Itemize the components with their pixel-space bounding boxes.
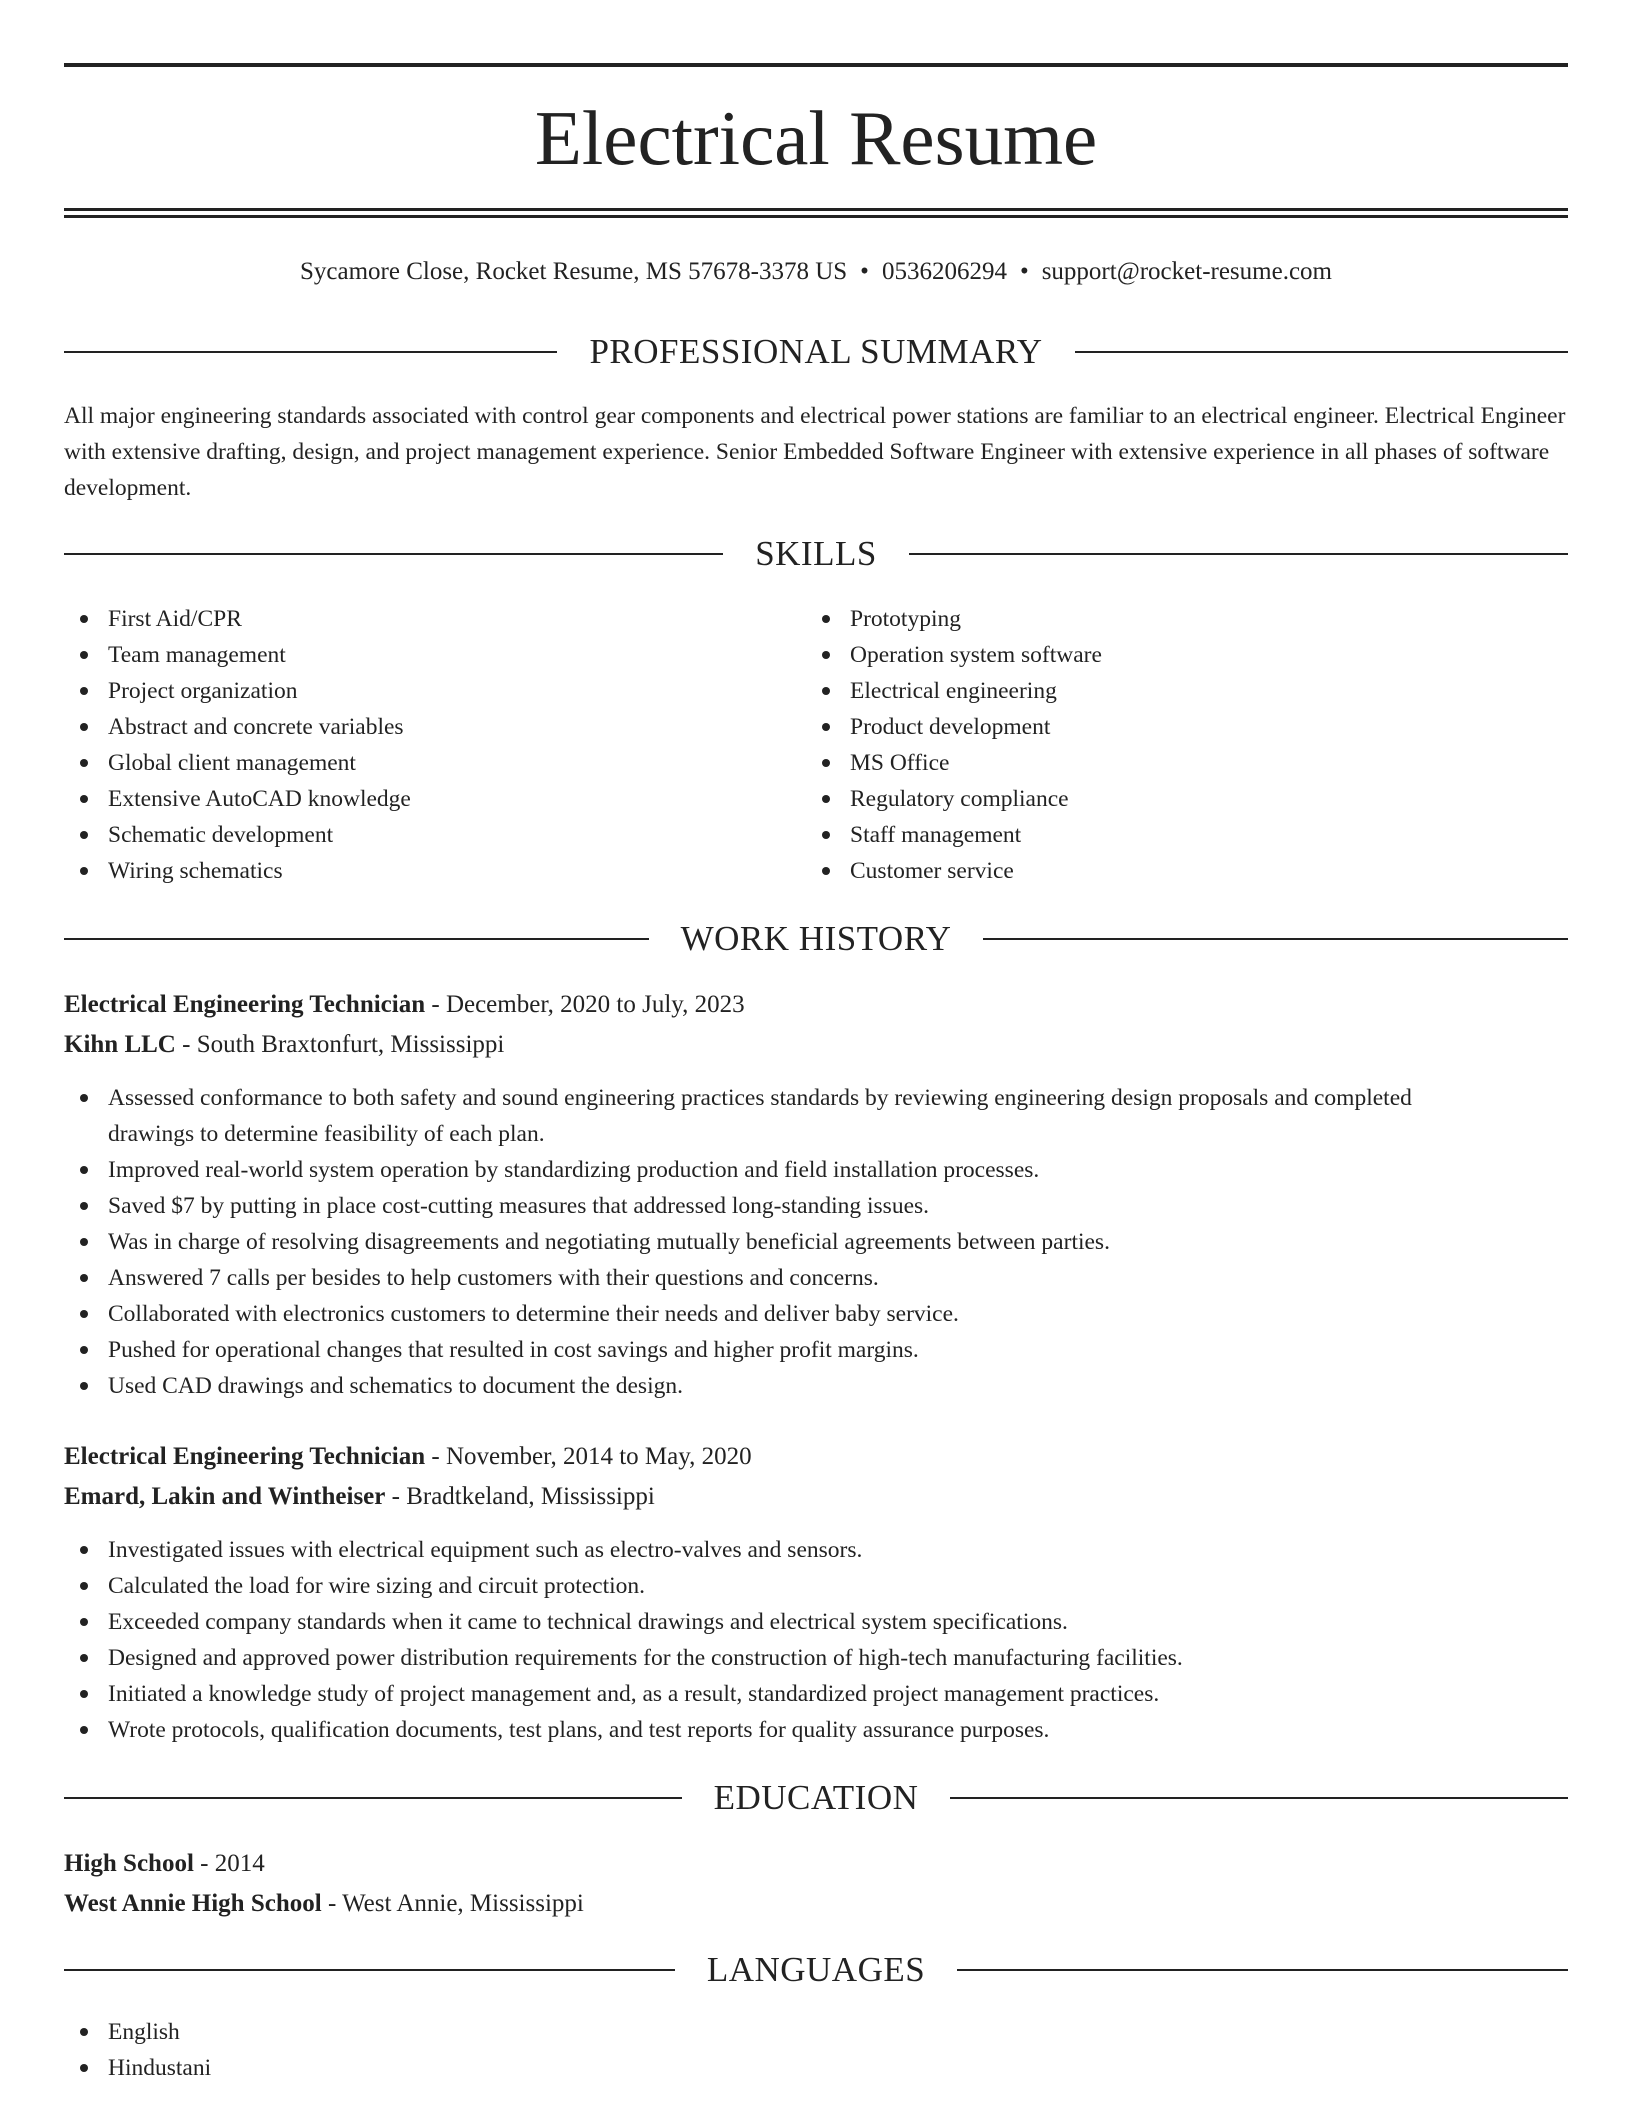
education-school: West Annie High School	[64, 1890, 322, 1917]
bullet-dot	[80, 1094, 88, 1102]
skill-label: Schematic development	[108, 822, 334, 848]
bullet-dot	[80, 867, 88, 875]
language-item	[64, 2050, 1568, 2086]
bullet-dot	[80, 1546, 88, 1554]
contact-email: support@rocket-resume.com	[1041, 258, 1332, 285]
skill-item	[64, 673, 764, 709]
dash: -	[425, 991, 446, 1018]
section-header-skills	[64, 532, 1568, 576]
job-location: Bradtkeland, Mississippi	[406, 1483, 655, 1510]
bullet-dot	[822, 687, 830, 695]
section-header-work-history	[64, 917, 1568, 961]
duty-item	[64, 1152, 1568, 1188]
section-title-skills: SKILLS	[755, 534, 877, 573]
section-title-summary: PROFESSIONAL SUMMARY	[589, 332, 1043, 371]
duty-item	[64, 1604, 1568, 1640]
job-title: Electrical Engineering Technician	[64, 1443, 426, 1470]
duty-item	[64, 1712, 1568, 1748]
duty-item	[64, 1080, 1568, 1152]
skill-label: Team management	[108, 642, 286, 668]
job-dates: December, 2020 to July, 2023	[445, 991, 745, 1018]
skill-item	[64, 853, 764, 889]
job-duties	[64, 1080, 1568, 1404]
skill-item	[806, 853, 1506, 889]
bullet-dot	[80, 1690, 88, 1698]
skill-label: Electrical engineering	[850, 678, 1057, 704]
skill-label: Operation system software	[850, 642, 1102, 668]
job-title: Electrical Engineering Technician	[64, 991, 426, 1018]
section-rule-left	[64, 351, 557, 353]
duty-text: Investigated issues with electrical equipment such as electro-valves and sensors.	[108, 1537, 863, 1563]
duty-text: Exceeded company standards when it came to technical drawings and electrical system specifications.	[108, 1609, 1068, 1635]
contact-separator: •	[860, 258, 869, 285]
skill-label: Staff management	[850, 822, 1022, 848]
bullet-dot	[80, 1582, 88, 1590]
skill-label: Extensive AutoCAD knowledge	[108, 786, 411, 812]
bullet-dot	[80, 2028, 88, 2036]
section-rule-left	[64, 938, 649, 940]
skill-item	[64, 637, 764, 673]
job-company: Kihn LLC	[64, 1031, 176, 1058]
duty-item	[64, 1532, 1568, 1568]
skill-label: Product development	[850, 714, 1051, 740]
bullet-dot	[822, 795, 830, 803]
bullet-dot	[80, 1654, 88, 1662]
duty-text: drawings to determine feasibility of each plan.	[108, 1121, 545, 1147]
skill-label: Global client management	[108, 750, 356, 776]
skill-item	[64, 601, 764, 637]
bullet-dot	[822, 615, 830, 623]
duty-text: Saved $7 by putting in place cost-cutting measures that addressed long-standing issues.	[108, 1193, 930, 1219]
language-item	[64, 2014, 1568, 2050]
section-rule-right	[909, 553, 1568, 555]
skill-item	[64, 709, 764, 745]
bullet-dot	[80, 1726, 88, 1734]
contact-address: Sycamore Close, Rocket Resume, MS 57678-3378 US	[299, 258, 848, 285]
section-title-work-history: WORK HISTORY	[680, 919, 952, 958]
job-company-line	[64, 1477, 1568, 1517]
section-header-summary	[64, 330, 1568, 374]
section-header-languages	[64, 1948, 1568, 1992]
contact-line	[64, 256, 1568, 288]
resume-title: Electrical Resume	[534, 95, 1098, 181]
skill-label: Project organization	[108, 678, 298, 704]
duty-text: Collaborated with electronics customers to determine their needs and deliver baby service.	[108, 1301, 959, 1327]
bullet-dot	[80, 1238, 88, 1246]
duty-text: Pushed for operational changes that resulted in cost savings and higher profit margins.	[108, 1337, 919, 1363]
section-title-education: EDUCATION	[713, 1778, 919, 1817]
summary-text: All major engineering standards associated with control gear components and electrical power stations are familiar to an electrical engineer. Electrical Engineer with extensive drafting, design, and project management experience. Senior Embedded Software Engineer with extensive experience in all phases of software development.	[64, 403, 1566, 501]
section-rule-right	[1075, 351, 1568, 353]
duty-item	[64, 1224, 1568, 1260]
skill-label: Customer service	[850, 858, 1014, 884]
duty-item	[64, 1332, 1568, 1368]
duty-item	[64, 1260, 1568, 1296]
job-location: South Braxtonfurt, Mississippi	[196, 1031, 505, 1058]
section-rule-right	[983, 938, 1568, 940]
skills-column-left	[64, 601, 764, 889]
bullet-dot	[80, 831, 88, 839]
section-rule-right	[950, 1797, 1568, 1799]
job-company: Emard, Lakin and Wintheiser	[64, 1483, 386, 1510]
skill-label: First Aid/CPR	[108, 606, 242, 632]
skills-column-right	[806, 601, 1506, 889]
duty-text: Answered 7 calls per besides to help customers with their questions and concerns.	[108, 1265, 879, 1291]
skill-item	[806, 817, 1506, 853]
duty-item	[64, 1568, 1568, 1604]
bullet-dot	[80, 1382, 88, 1390]
bullet-dot	[80, 1274, 88, 1282]
section-title-languages: LANGUAGES	[706, 1950, 926, 1989]
education-degree: High School	[64, 1850, 194, 1877]
job-title-line	[64, 1437, 1568, 1477]
section-rule-left	[64, 1797, 682, 1799]
contact-phone: 0536206294	[881, 258, 1007, 285]
duty-text: Assessed conformance to both safety and sound engineering practices standards by reviewing engineering design proposals and completed	[108, 1085, 1412, 1111]
skill-label: Wiring schematics	[108, 858, 283, 884]
contact-separator: •	[1019, 258, 1029, 285]
bullet-dot	[80, 687, 88, 695]
section-rule-left	[64, 1969, 675, 1971]
duty-item	[64, 1676, 1568, 1712]
education-school-line	[64, 1884, 1568, 1924]
dash: -	[193, 1850, 215, 1877]
skill-item	[64, 781, 764, 817]
bullet-dot	[822, 759, 830, 767]
bullet-dot	[80, 1202, 88, 1210]
duty-item	[64, 1640, 1568, 1676]
bullet-dot	[80, 1346, 88, 1354]
skill-item	[806, 781, 1506, 817]
bullet-dot	[80, 759, 88, 767]
skill-item	[64, 745, 764, 781]
job-company-line	[64, 1025, 1568, 1065]
skill-item	[64, 817, 764, 853]
duty-text: Improved real-world system operation by standardizing production and field installation processes.	[108, 1157, 1040, 1183]
duty-item	[64, 1368, 1568, 1404]
duty-text: Designed and approved power distribution requirements for the construction of high-tech manufacturing facilities.	[108, 1645, 1183, 1671]
skill-label: Abstract and concrete variables	[108, 714, 404, 740]
section-rule-right	[957, 1969, 1568, 1971]
education-year: 2014	[214, 1850, 265, 1877]
bullet-dot	[822, 651, 830, 659]
skill-item	[806, 637, 1506, 673]
bullet-dot	[822, 867, 830, 875]
dash: -	[175, 1031, 197, 1058]
title-rule-upper	[64, 208, 1568, 211]
title-rule-lower	[64, 215, 1568, 218]
dash: -	[425, 1443, 446, 1470]
job-title-line	[64, 985, 1568, 1025]
top-rule	[64, 63, 1568, 67]
skill-item	[806, 745, 1506, 781]
bullet-dot	[80, 1166, 88, 1174]
dash: -	[385, 1483, 407, 1510]
skill-label: Prototyping	[850, 606, 961, 632]
duty-text: Initiated a knowledge study of project management and, as a result, standardized project management practices.	[108, 1681, 1160, 1707]
section-header-education	[64, 1776, 1568, 1820]
dash: -	[321, 1890, 343, 1917]
education-location: West Annie, Mississippi	[342, 1890, 584, 1917]
duty-text: Used CAD drawings and schematics to document the design.	[108, 1373, 683, 1399]
duty-item	[64, 1296, 1568, 1332]
section-rule-left	[64, 553, 723, 555]
bullet-dot	[80, 795, 88, 803]
duty-text: Wrote protocols, qualification documents, test plans, and test reports for quality assurance purposes.	[108, 1717, 1050, 1743]
skill-item	[806, 709, 1506, 745]
bullet-dot	[822, 831, 830, 839]
education-degree-line	[64, 1844, 1568, 1884]
skill-label: MS Office	[850, 750, 950, 776]
bullet-dot	[822, 723, 830, 731]
skill-item	[806, 673, 1506, 709]
job-dates: November, 2014 to May, 2020	[445, 1443, 752, 1470]
duty-item	[64, 1188, 1568, 1224]
bullet-dot	[80, 723, 88, 731]
bullet-dot	[80, 615, 88, 623]
bullet-dot	[80, 1310, 88, 1318]
bullet-dot	[80, 1618, 88, 1626]
bullet-dot	[80, 2064, 88, 2072]
skill-item	[806, 601, 1506, 637]
job-duties	[64, 1532, 1568, 1748]
duty-text: Was in charge of resolving disagreements and negotiating mutually beneficial agreements between parties.	[108, 1229, 1110, 1255]
languages-list	[64, 2014, 1568, 2086]
bullet-dot	[80, 651, 88, 659]
skill-label: Regulatory compliance	[850, 786, 1069, 812]
duty-text: Calculated the load for wire sizing and circuit protection.	[108, 1573, 646, 1599]
language-label: English	[108, 2019, 180, 2045]
language-label: Hindustani	[108, 2055, 212, 2081]
